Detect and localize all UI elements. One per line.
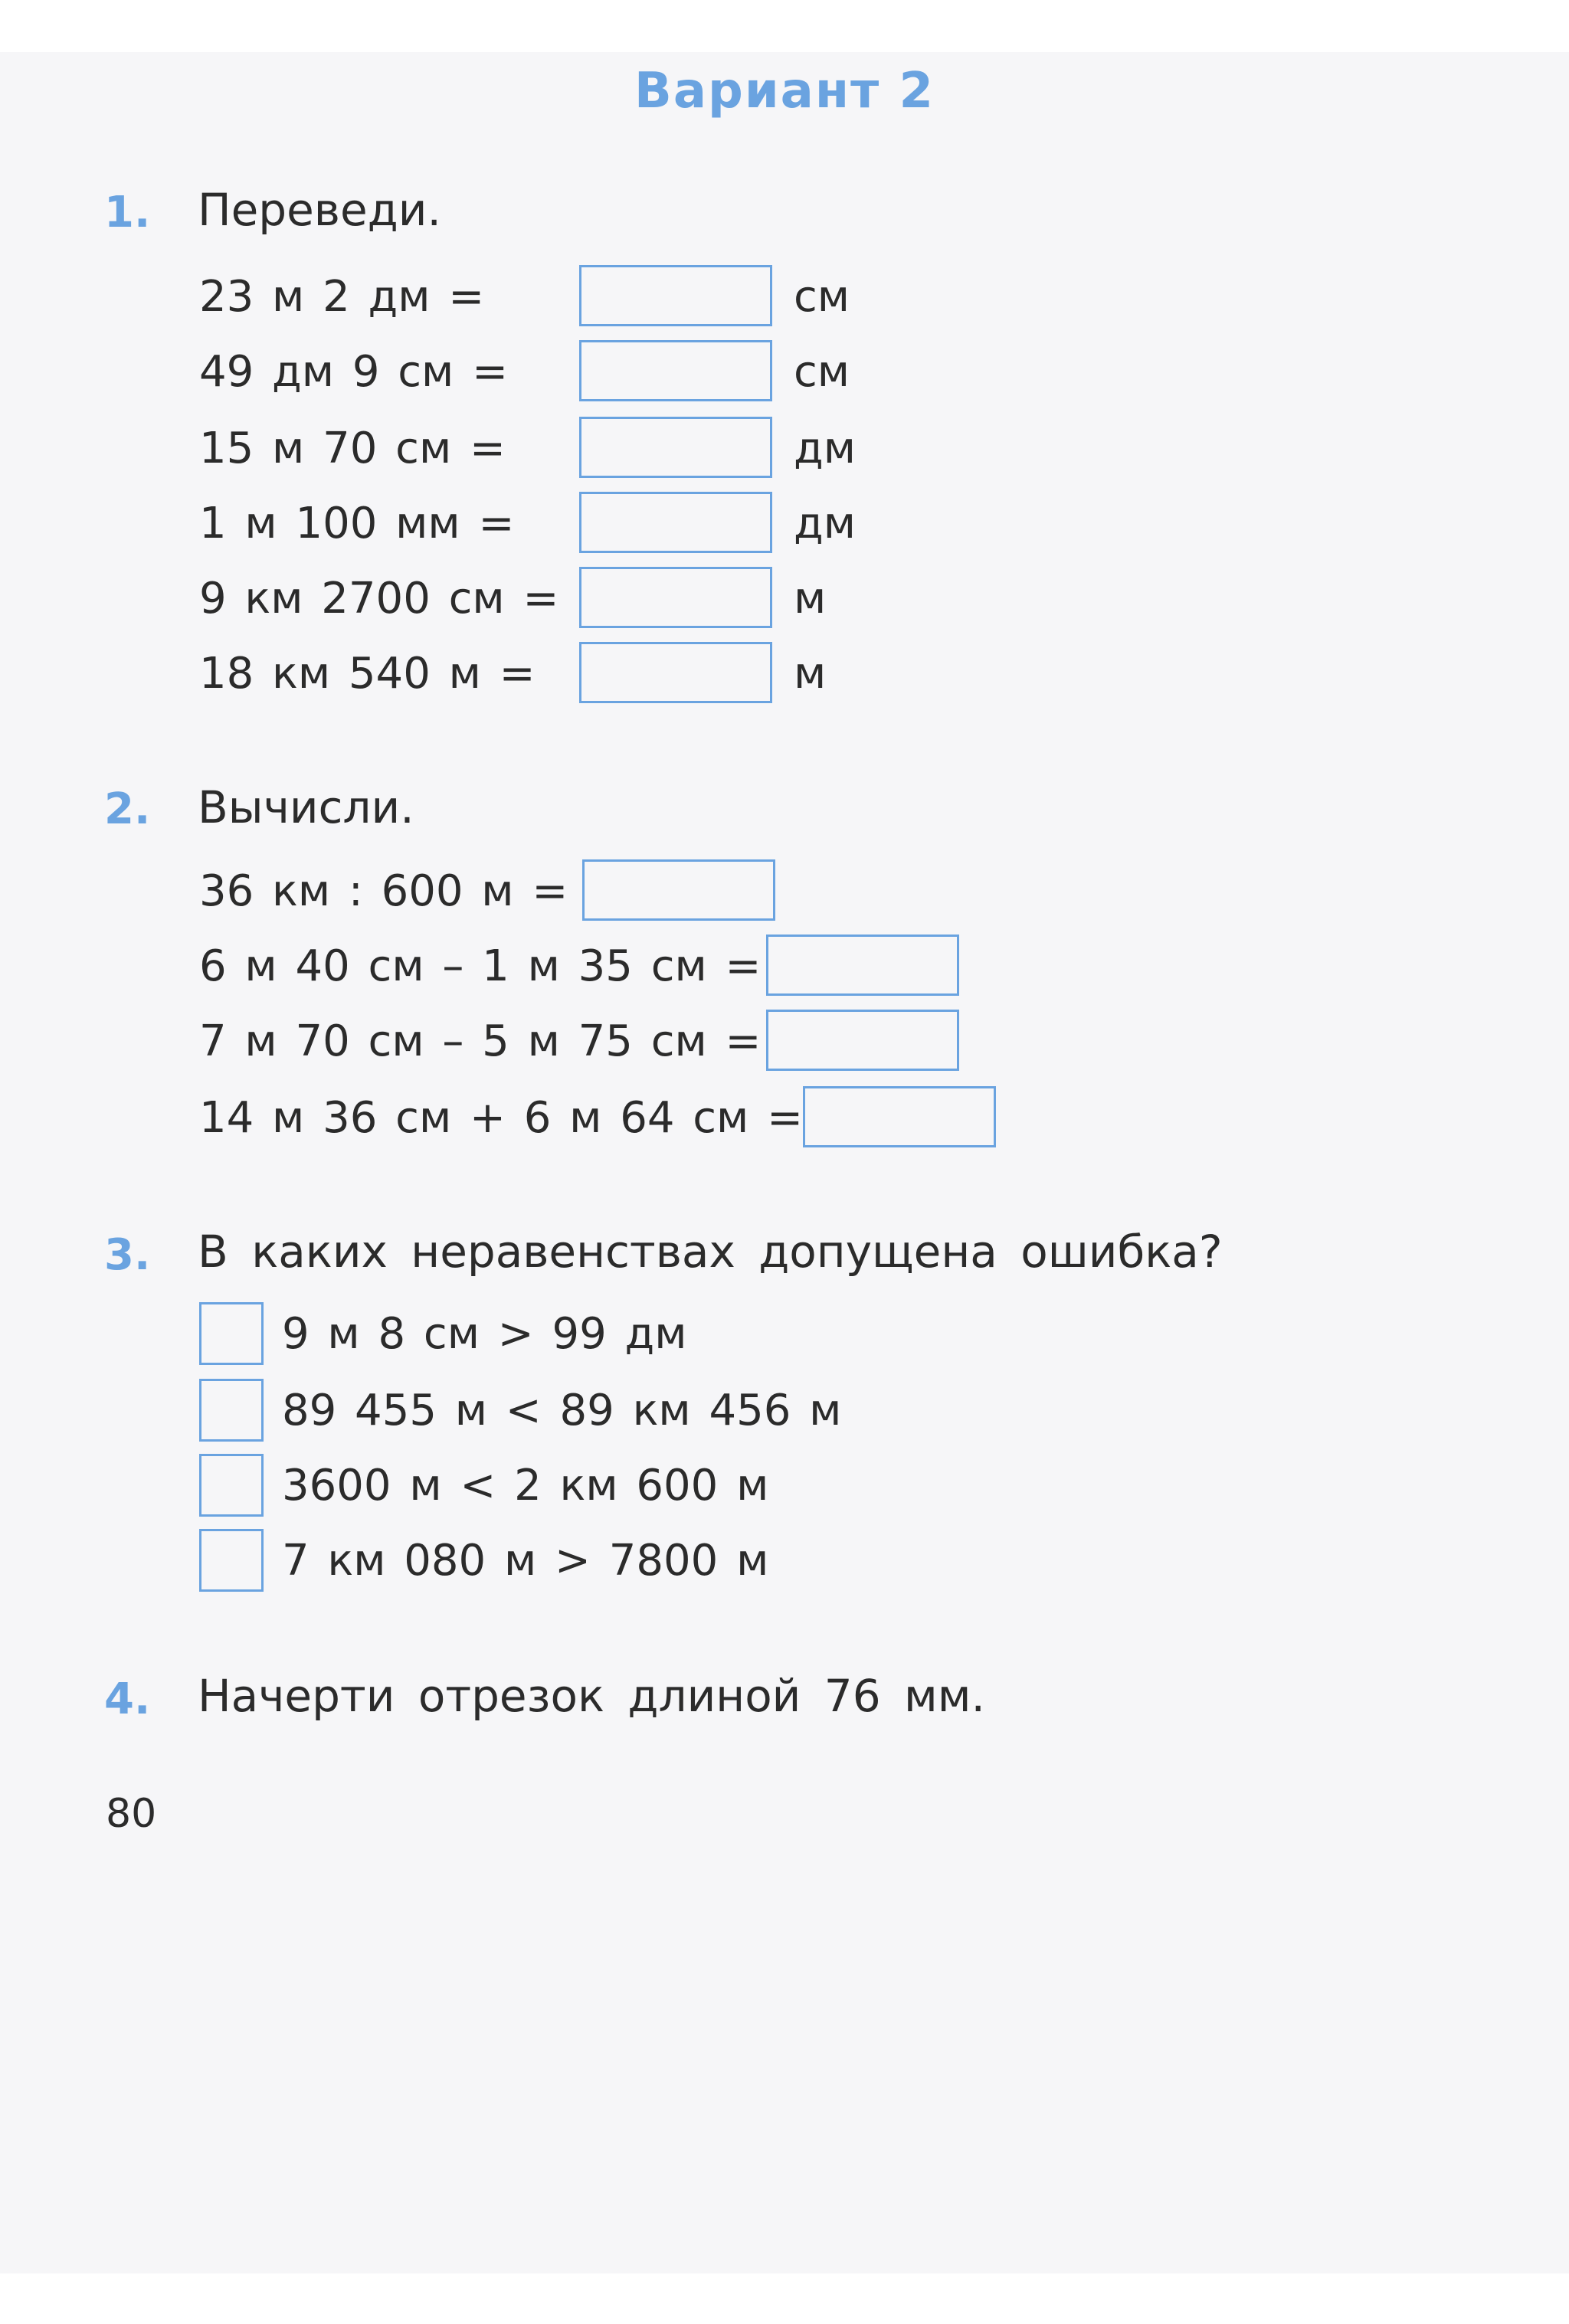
option-label: 7 км 080 м > 7800 м xyxy=(282,1536,769,1586)
calculation-expression: 6 м 40 см – 1 м 35 см = xyxy=(199,941,762,991)
target-unit: дм xyxy=(794,499,856,548)
answer-box[interactable] xyxy=(579,265,772,326)
answer-box[interactable] xyxy=(803,1086,996,1147)
calculation-expression: 7 м 70 см – 5 м 75 см = xyxy=(199,1016,762,1066)
answer-box[interactable] xyxy=(579,642,772,703)
task-1-number: 1. xyxy=(104,188,151,237)
answer-box[interactable] xyxy=(579,340,772,401)
conversion-expression: 15 м 70 см = xyxy=(199,424,506,473)
variant-title: Вариант 2 xyxy=(634,63,935,119)
target-unit: дм xyxy=(794,424,856,473)
option-checkbox[interactable] xyxy=(199,1379,264,1442)
target-unit: см xyxy=(794,272,850,322)
answer-box[interactable] xyxy=(579,417,772,478)
answer-box[interactable] xyxy=(766,935,959,996)
task-3-number: 3. xyxy=(104,1230,151,1280)
answer-box[interactable] xyxy=(579,492,772,553)
task-1-heading: Переведи. xyxy=(198,184,441,236)
conversion-expression: 9 км 2700 см = xyxy=(199,574,559,624)
target-unit: м xyxy=(794,649,827,699)
page-number: 80 xyxy=(106,1791,157,1837)
option-checkbox[interactable] xyxy=(199,1454,264,1517)
answer-box[interactable] xyxy=(579,567,772,628)
conversion-expression: 23 м 2 дм = xyxy=(199,272,485,322)
answer-box[interactable] xyxy=(766,1010,959,1071)
conversion-expression: 1 м 100 мм = xyxy=(199,499,515,548)
answer-box[interactable] xyxy=(582,859,775,921)
calculation-expression: 36 км : 600 м = xyxy=(199,866,568,916)
conversion-expression: 49 дм 9 см = xyxy=(199,347,509,397)
target-unit: м xyxy=(794,574,827,624)
task-4-heading: Начерти отрезок длиной 76 мм. xyxy=(198,1670,985,1722)
option-label: 89 455 м < 89 км 456 м xyxy=(282,1386,842,1435)
conversion-expression: 18 км 540 м = xyxy=(199,649,536,699)
task-3-heading: В каких неравенствах допущена ошибка? xyxy=(198,1226,1223,1278)
task-4-number: 4. xyxy=(104,1674,151,1724)
option-checkbox[interactable] xyxy=(199,1529,264,1592)
task-2-heading: Вычисли. xyxy=(198,781,414,833)
option-label: 9 м 8 см > 99 дм xyxy=(282,1309,687,1359)
task-2-number: 2. xyxy=(104,784,151,834)
option-label: 3600 м < 2 км 600 м xyxy=(282,1461,769,1511)
calculation-expression: 14 м 36 см + 6 м 64 см = xyxy=(199,1093,804,1143)
target-unit: см xyxy=(794,347,850,397)
option-checkbox[interactable] xyxy=(199,1302,264,1365)
